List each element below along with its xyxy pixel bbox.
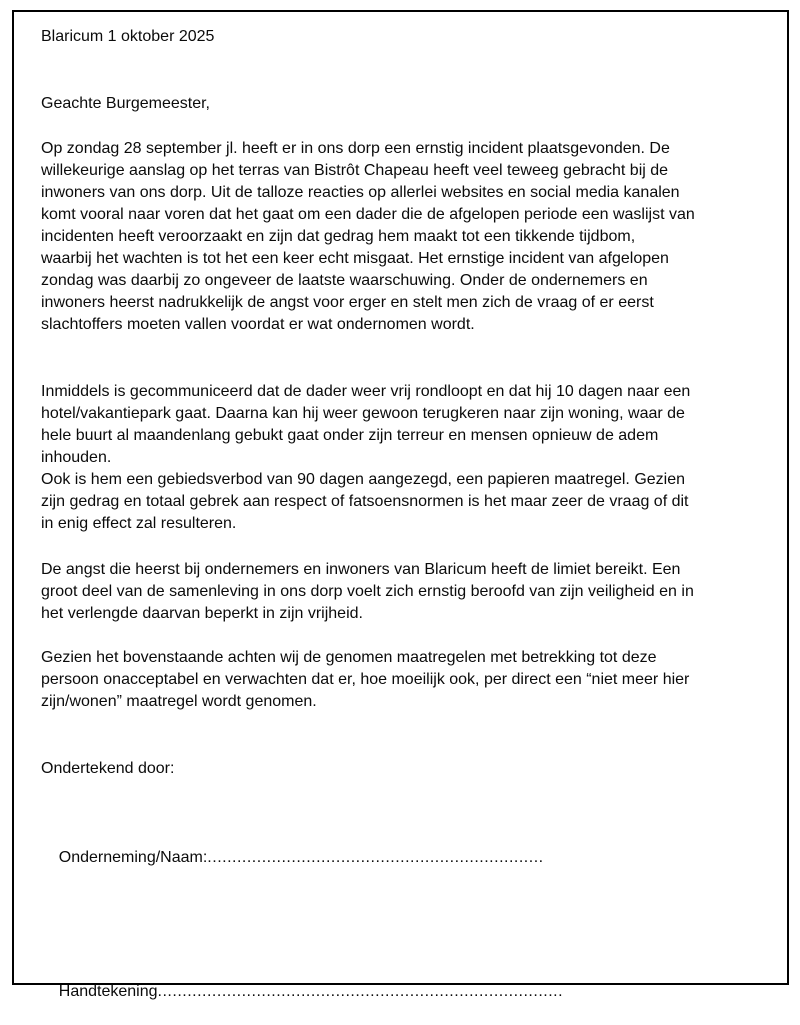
company-name-label: Onderneming/Naam: [58,849,208,866]
letter-text-line: Inmiddels is gecommuniceerd dat de dader weer vrij rondloopt en dat hij 10 dagen naar een [41,383,691,400]
letter-text-line: Ook is hem een gebiedsverbod van 90 dagen aangezegd, een papieren maatregel. Gezien [41,471,686,488]
letter-text-line: willekeurige aanslag op het terras van Bistrôt Chapeau heeft veel teweeg gebracht bij de [41,162,669,179]
letter-text-line: het verlengde daarvan beperkt in zijn vrijheid. [41,605,363,622]
letter-text-line: waarbij het wachten is tot het een keer echt misgaat. Het ernstige incident van afgelopen [41,250,669,267]
letter-text-line: komt vooral naar voren dat het gaat om een dader die de afgelopen periode een waslijst van [41,206,695,223]
letter-text-line: Op zondag 28 september jl. heeft er in ons dorp een ernstig incident plaatsgevonden. De [41,140,670,157]
letter-text-line: zijn/wonen” maatregel wordt genomen. [41,693,317,710]
letter-text-line: zijn gedrag en totaal gebrek aan respect of fatsoensnormen is het maar zeer de vraag of dit [41,493,689,510]
company-name-field [41,825,745,891]
letter-paragraph-incident [41,138,745,336]
letter-text-line: inwoners heerst nadrukkelijk de angst voor erger en stelt men zich de vraag of er eerst [41,294,654,311]
letter-text-line: hotel/vakantiepark gaat. Daarna kan hij weer gewoon terugkeren naar zijn woning, waar de [41,405,685,422]
letter-text-line: zondag was daarbij zo ongeveer de laatste waarschuwing. Onder de ondernemers en [41,272,648,289]
letter-text-line: De angst die heerst bij ondernemers en inwoners van Blaricum heeft de limiet bereikt. Een [41,561,681,578]
signature-field [41,959,745,1025]
letter-text-line: inwoners van ons dorp. Uit de talloze reacties op allerlei websites en social media kanalen [41,184,680,201]
letter-text-line: Gezien het bovenstaande achten wij de genomen maatregelen met betrekking tot deze [41,649,657,666]
letter-paragraph-demand [41,647,745,713]
letter-text-line: in enig effect zal resulteren. [41,515,237,532]
signature-label: Handtekening [58,983,158,1000]
letter-paragraph-measures [41,381,745,535]
letter-text-line: hele buurt al maandenlang gebukt gaat onder zijn terreur en mensen opnieuw de adem [41,427,659,444]
letter-text-line: incidenten heeft veroorzaakt en zijn dat gedrag hem maakt tot een tikkende tijdbom, [41,228,636,245]
letter-text-line: inhouden. [41,449,112,466]
letter-paragraph-fear [41,559,745,625]
signature-dotted-line: .................................................................................. [157,983,564,1000]
letter-closing: Ondertekend door: [41,760,175,777]
letter-text-line: slachtoffers moeten vallen voordat er wat ondernomen wordt. [41,316,475,333]
letter-text-line: persoon onacceptabel en verwachten dat er, hoe moeilijk ook, per direct een “niet meer hier [41,671,690,688]
letter-page [12,10,789,1000]
letter-text-line: groot deel van de samenleving in ons dorp voelt zich ernstig beroofd van zijn veiligheid en in [41,583,694,600]
company-name-dotted-line: .................................................................... [207,849,544,866]
letter-date: Blaricum 1 oktober 2025 [41,28,215,45]
letter-salutation: Geachte Burgemeester, [41,95,210,112]
